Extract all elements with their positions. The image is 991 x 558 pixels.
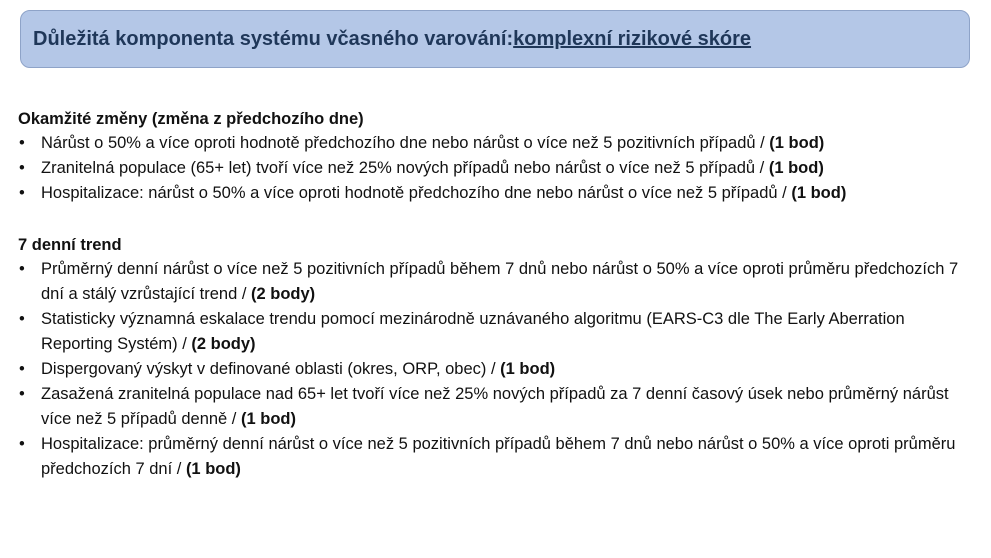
bullet-icon: • <box>19 435 25 453</box>
item-points: (1 bod) <box>500 360 556 378</box>
criteria-list <box>18 131 978 206</box>
section-heading: 7 denní trend <box>18 236 122 254</box>
item-text: Zranitelná populace (65+ let) tvoří více než 25% nových případů nebo nárůst o více než 5 případů / <box>41 159 769 177</box>
item-text: Průměrný denní nárůst o více než 5 pozitivních případů během 7 dnů nebo nárůst o 50% a více oproti průměru předchozích 7 dní a stálý vzrůstající trend / <box>41 260 959 303</box>
title-text: Důležitá komponenta systému včasného varování: <box>33 27 514 50</box>
section-heading: Okamžité změny (změna z předchozího dne) <box>18 110 364 128</box>
item-text: Nárůst o 50% a více oproti hodnotě předchozího dne nebo nárůst o více než 5 pozitivních případů / <box>41 134 770 152</box>
title-banner <box>20 10 970 68</box>
item-points: (2 body) <box>251 285 316 303</box>
list-item <box>18 181 978 206</box>
list-item <box>18 131 978 156</box>
list-item <box>18 257 978 307</box>
list-item <box>18 382 978 432</box>
item-text: Zasažená zranitelná populace nad 65+ let tvoří více než 25% nových případů za 7 denní časový úsek nebo průměrný nárůst více než 5 případů denně / <box>41 385 949 428</box>
bullet-icon: • <box>19 134 25 152</box>
list-item <box>18 357 978 382</box>
item-points: (1 bod) <box>185 460 241 478</box>
bullet-icon: • <box>19 385 25 403</box>
section-7-day-trend <box>18 233 978 482</box>
bullet-icon: • <box>19 360 25 378</box>
item-points: (1 bod) <box>768 159 824 177</box>
list-item <box>18 432 978 482</box>
criteria-list <box>18 257 978 482</box>
list-item <box>18 156 978 181</box>
item-points: (1 bod) <box>791 184 847 202</box>
bullet-icon: • <box>19 310 25 328</box>
title-link[interactable]: komplexní rizikové skóre <box>513 27 752 50</box>
section-immediate-changes <box>18 107 978 206</box>
item-points: (1 bod) <box>769 134 825 152</box>
item-points: (2 body) <box>191 335 256 353</box>
item-text: Dispergovaný výskyt v definované oblasti (okres, ORP, obec) / <box>41 360 501 378</box>
list-item <box>18 307 978 357</box>
item-text: Hospitalizace: průměrný denní nárůst o více než 5 pozitivních případů během 7 dnů nebo nárůst o 50% a více oproti průměru předchozích 7 dní / <box>41 435 956 478</box>
bullet-icon: • <box>19 159 25 177</box>
item-points: (1 bod) <box>240 410 296 428</box>
bullet-icon: • <box>19 260 25 278</box>
item-text: Hospitalizace: nárůst o 50% a více oproti hodnotě předchozího dne nebo nárůst o více než 5 případů / <box>41 184 792 202</box>
bullet-icon: • <box>19 184 25 202</box>
item-text: Statisticky významná eskalace trendu pomocí mezinárodně uznávaného algoritmu (EARS-C3 dle The Early Aberration Reporting Systém) / <box>41 310 905 353</box>
